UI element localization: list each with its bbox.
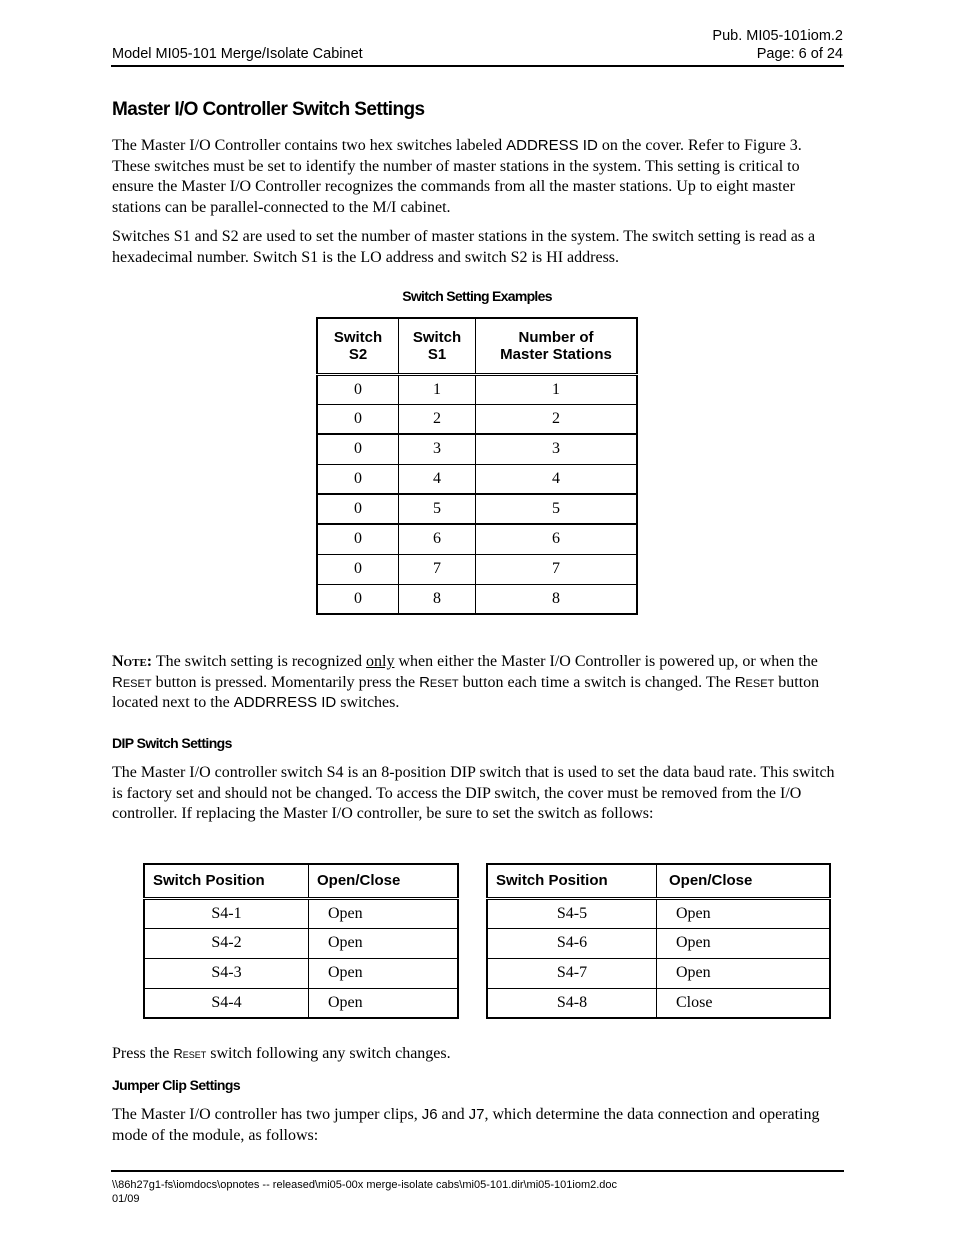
table-cell: 8 <box>399 584 476 614</box>
switch-position-cell: S4-1 <box>144 898 309 928</box>
jumper-text-a: The Master I/O controller has two jumper clips, <box>112 1106 422 1123</box>
dip-table-right <box>486 863 831 1019</box>
table-cell: 0 <box>317 494 399 524</box>
footer-date: 01/09 <box>112 1193 140 1205</box>
open-close-cell: Open <box>657 928 831 958</box>
jumper-clip-heading: Jumper Clip Settings <box>112 1077 241 1093</box>
table-cell: 0 <box>317 554 399 584</box>
note-text-c: button is pressed. Momentarily press the <box>151 673 420 691</box>
header-switch-s1: Switch S1 <box>399 318 476 374</box>
note-text-e: button located next to the <box>112 673 820 711</box>
press-text-b: switch following any switch changes. <box>206 1045 451 1062</box>
table-caption: Switch Setting Examples <box>402 288 552 304</box>
table-row <box>317 554 637 584</box>
jumper-j6-label: J6 <box>421 1106 438 1123</box>
table-cell: 2 <box>399 404 476 434</box>
table-row <box>144 958 458 988</box>
table-cell: 0 <box>317 374 399 404</box>
jumper-j7-label: J7 <box>468 1106 485 1123</box>
table-cell: 7 <box>476 554 638 584</box>
table-cell: 6 <box>399 524 476 554</box>
open-close-cell: Open <box>309 898 459 928</box>
switch-position-cell: S4-3 <box>144 958 309 988</box>
dip-left-header-position: Switch Position <box>144 864 309 898</box>
table-cell: 3 <box>399 434 476 464</box>
table-cell: 0 <box>317 404 399 434</box>
jumper-text-b: , which determine the data connection and operating mode of the module, as follows: <box>112 1106 820 1144</box>
table-cell: 5 <box>399 494 476 524</box>
intro-text-a: The Master I/O Controller contains two hex switches labeled <box>112 137 507 154</box>
switch-position-cell: S4-8 <box>487 988 657 1018</box>
dip-right-header-position: Switch Position <box>487 864 657 898</box>
footer-rule <box>111 1170 844 1172</box>
dip-left-header-openclose: Open/Close <box>309 864 459 898</box>
table-row <box>317 524 637 554</box>
table-row <box>487 898 830 928</box>
reset-label-1: Reset <box>112 673 152 691</box>
table-row <box>317 404 637 434</box>
note-paragraph <box>112 652 847 714</box>
table-row <box>317 434 637 464</box>
open-close-cell: Open <box>657 958 831 988</box>
press-reset-paragraph <box>112 1044 842 1065</box>
table-row <box>317 584 637 614</box>
jumper-clip-paragraph <box>112 1105 842 1146</box>
table-row <box>487 988 830 1018</box>
table-cell: 4 <box>399 464 476 494</box>
table-cell: 0 <box>317 524 399 554</box>
press-text-a: Press the <box>112 1045 174 1062</box>
dip-switch-heading: DIP Switch Settings <box>112 735 232 751</box>
intro-paragraph <box>112 136 842 218</box>
note-label: Note: <box>112 653 153 670</box>
footer-file-path: \\86h27g1-fs\iomdocs\opnotes -- released\mi05-00x merge-isolate cabs\mi05-101.dir\mi05-101iom2.doc <box>112 1179 618 1191</box>
header-switch-s2: Switch S2 <box>317 318 399 374</box>
note-text-f: switches. <box>336 694 400 711</box>
table-row <box>487 928 830 958</box>
note-text-b: when either the Master I/O Controller is powered up, or when the <box>394 653 818 670</box>
dip-table-left <box>143 863 459 1019</box>
switch-description-paragraph: Switches S1 and S2 are used to set the number of master stations in the system. The switch setting is read as a hexadecimal number. Switch S1 is the LO address and switch S2 is HI address. <box>112 228 816 266</box>
intro-text-b: on the cover. Refer to Figure 3. These switches must be set to identify the number of master stations in the system. This setting is critical to ensure the Master I/O Controller recognizes the commands from all the master stations. Up to eight master stations can be parallel-connected to the M/I cabinet. <box>112 137 802 216</box>
reset-label-3: Reset <box>734 673 775 691</box>
jumper-text-and: and <box>437 1106 469 1123</box>
switch-examples-table <box>316 317 638 615</box>
open-close-cell: Open <box>309 928 459 958</box>
publication-number: Pub. MI05-101iom.2 <box>712 28 843 44</box>
address-id-label: ADDRESS ID <box>506 137 598 154</box>
table-row <box>144 988 458 1018</box>
table-row <box>317 494 637 524</box>
open-close-cell: Open <box>657 898 831 928</box>
note-text-a: The switch setting is recognized <box>152 653 366 670</box>
table-row <box>144 928 458 958</box>
table-cell: 0 <box>317 584 399 614</box>
switch-position-cell: S4-5 <box>487 898 657 928</box>
table-cell: 1 <box>399 374 476 404</box>
table-row <box>487 958 830 988</box>
address-id-label-2: ADDRRESS ID <box>233 694 337 711</box>
section-title: Master I/O Controller Switch Settings <box>112 99 425 120</box>
switch-position-cell: S4-4 <box>144 988 309 1018</box>
table-cell: 6 <box>476 524 638 554</box>
note-only-underlined: only <box>366 653 395 670</box>
table-cell: 4 <box>476 464 638 494</box>
table-cell: 5 <box>476 494 638 524</box>
table-row <box>144 898 458 928</box>
header-number-master-stations: Number of Master Stations <box>476 318 638 374</box>
dip-right-header-openclose: Open/Close <box>657 864 831 898</box>
table-row <box>317 464 637 494</box>
switch-position-cell: S4-7 <box>487 958 657 988</box>
table-row <box>317 374 637 404</box>
open-close-cell: Close <box>657 988 831 1018</box>
switch-position-cell: S4-2 <box>144 928 309 958</box>
table-cell: 7 <box>399 554 476 584</box>
table-cell: 0 <box>317 464 399 494</box>
open-close-cell: Open <box>309 988 459 1018</box>
table-cell: 8 <box>476 584 638 614</box>
document-model-title: Model MI05-101 Merge/Isolate Cabinet <box>112 46 363 62</box>
dip-switch-paragraph: The Master I/O controller switch S4 is an 8-position DIP switch that is used to set the data baud rate. This switch is factory set and should not be changed. To access the DIP switch, the cover must be removed from the I/O controller. If replacing the Master I/O controller, be sure to set the switch as follows: <box>112 764 835 822</box>
note-text-d: button each time a switch is changed. The <box>458 673 735 691</box>
table-cell: 3 <box>476 434 638 464</box>
page-number: Page: 6 of 24 <box>756 46 843 62</box>
table-cell: 1 <box>476 374 638 404</box>
table-cell: 2 <box>476 404 638 434</box>
reset-label-4: Reset <box>173 1046 207 1061</box>
open-close-cell: Open <box>309 958 459 988</box>
reset-label-2: Reset <box>419 673 459 691</box>
header-rule <box>111 65 844 67</box>
switch-position-cell: S4-6 <box>487 928 657 958</box>
table-cell: 0 <box>317 434 399 464</box>
